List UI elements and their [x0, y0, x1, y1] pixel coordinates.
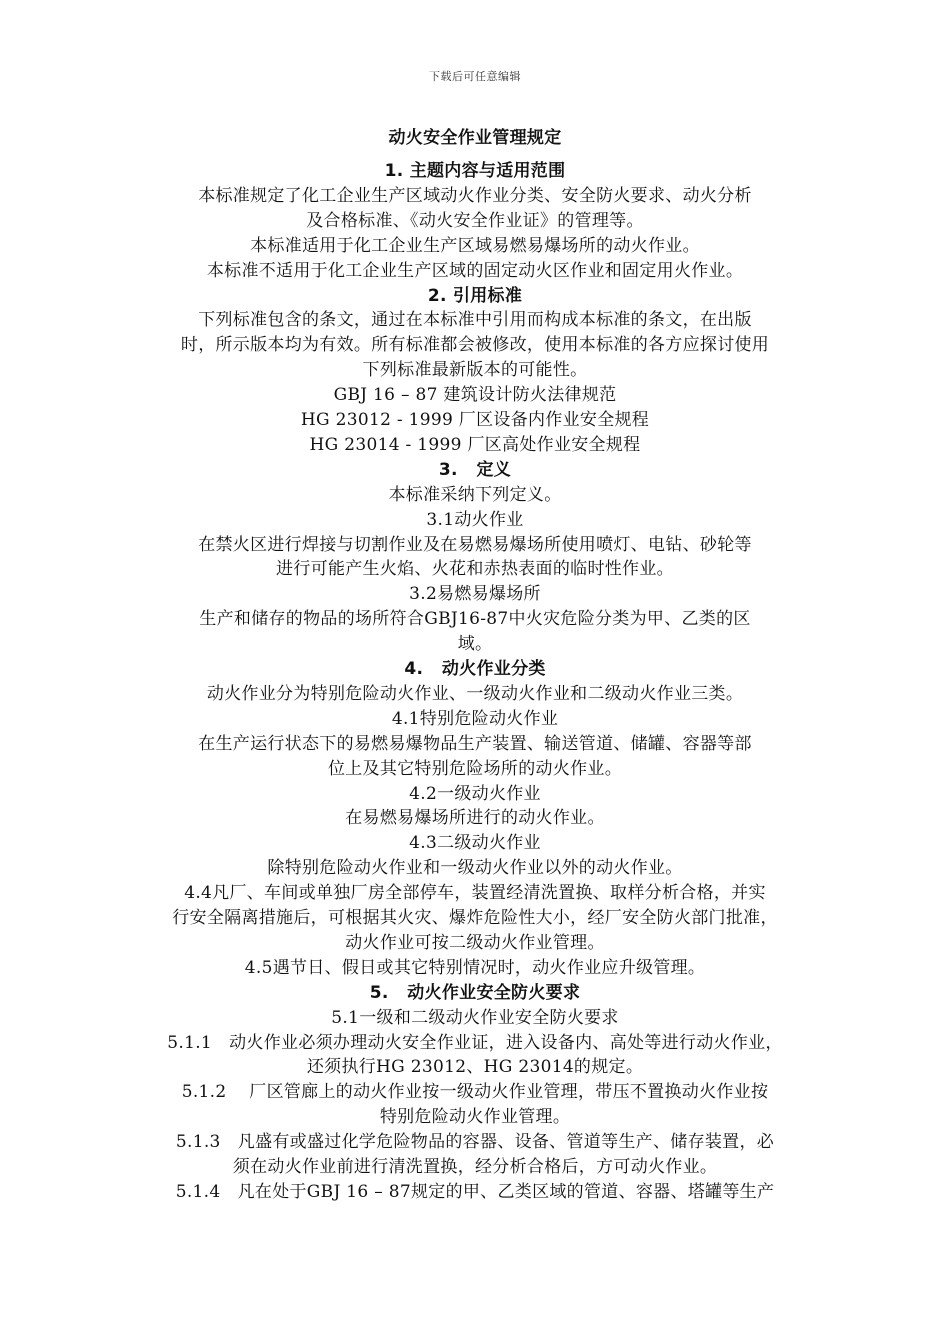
body-line: 下列标准包含的条文，通过在本标准中引用而构成本标准的条文，在出版 — [198, 310, 752, 330]
body-line: 5.1.1 动火作业必须办理动火安全作业证，进入设备内、高处等进行动火作业， — [167, 1033, 783, 1053]
section-heading: 2. 引用标准 — [427, 286, 523, 306]
body-line: 域。 — [457, 634, 493, 654]
section-heading: 1. 主题内容与适用范围 — [384, 161, 566, 181]
body-line: 须在动火作业前进行清洗置换，经分析合格后，方可动火作业。 — [232, 1157, 718, 1177]
section-heading: 5. 动火作业安全防火要求 — [369, 983, 581, 1003]
body-line: 除特别危险动火作业和一级动火作业以外的动火作业。 — [267, 858, 683, 878]
body-line: 特别危险动火作业管理。 — [379, 1107, 571, 1127]
body-line: 还须执行HG 23012、HG 23014的规定。 — [306, 1057, 644, 1077]
body-line: 4.4凡厂、车间或单独厂房全部停车，装置经清洗置换、取样分析合格，并实 — [184, 883, 766, 903]
body-line: 生产和储存的物品的场所符合GBJ16-87中火灾危险分类为甲、乙类的区 — [199, 609, 751, 629]
body-line: 及合格标准、《动火安全作业证》的管理等。 — [306, 211, 644, 231]
page-header: 下载后可任意编辑 — [429, 70, 521, 83]
body-line: 在易燃易爆场所进行的动火作业。 — [345, 808, 605, 828]
body-line: 动火作业分为特别危险动火作业、一级动火作业和二级动火作业三类。 — [206, 684, 744, 704]
body-line: 位上及其它特别危险场所的动火作业。 — [327, 759, 623, 779]
body-line: 5.1.3 凡盛有或盛过化学危险物品的容器、设备、管道等生产、储存装置，必 — [175, 1132, 775, 1152]
body-line: 动火作业可按二级动火作业管理。 — [345, 933, 605, 953]
body-line: 进行可能产生火焰、火花和赤热表面的临时性作业。 — [276, 559, 674, 579]
body-line: 本标准采纳下列定义。 — [388, 485, 562, 505]
body-line: 行安全隔离措施后，可根据其火灾、爆炸危险性大小，经厂安全防火部门批准， — [172, 908, 778, 928]
body-line: 在生产运行状态下的易燃易爆物品生产装置、输送管道、储罐、容器等部 — [198, 734, 752, 754]
body-line: 下列标准最新版本的可能性。 — [362, 360, 588, 380]
document-title: 动火安全作业管理规定 — [388, 128, 562, 148]
body-line: 4.3二级动火作业 — [409, 833, 541, 853]
body-line: 4.1特别危险动火作业 — [391, 709, 559, 729]
body-line: 3.2易燃易爆场所 — [409, 584, 541, 604]
body-line: 本标准不适用于化工企业生产区域的固定动火区作业和固定用火作业。 — [206, 261, 744, 281]
body-line: 时，所示版本均为有效。所有标准都会被修改，使用本标准的各方应探讨使用 — [180, 335, 770, 355]
body-line: 5.1.2 厂区管廊上的动火作业按一级动火作业管理，带压不置换动火作业按 — [181, 1082, 769, 1102]
body-line: 3.1动火作业 — [426, 510, 524, 530]
section-heading: 4. 动火作业分类 — [404, 659, 546, 679]
body-line: 在禁火区进行焊接与切割作业及在易燃易爆场所使用喷灯、电钻、砂轮等 — [198, 535, 752, 555]
body-line: 本标准规定了化工企业生产区域动火作业分类、安全防火要求、动火分析 — [198, 186, 752, 206]
body-line: 4.5遇节日、假日或其它特别情况时，动火作业应升级管理。 — [244, 958, 706, 978]
body-line: HG 23012 - 1999 厂区设备内作业安全规程 — [300, 410, 650, 430]
body-line: 本标准适用于化工企业生产区域易燃易爆场所的动火作业。 — [250, 236, 700, 256]
body-line: 5.1.4 凡在处于GBJ 16 – 87规定的甲、乙类区域的管道、容器、塔罐等生产 — [175, 1182, 775, 1202]
body-line: 4.2一级动火作业 — [409, 784, 541, 804]
body-line: 5.1一级和二级动火作业安全防火要求 — [331, 1008, 619, 1028]
body-line: HG 23014 - 1999 厂区高处作业安全规程 — [309, 435, 641, 455]
body-line: GBJ 16 – 87 建筑设计防火法律规范 — [333, 385, 617, 405]
section-heading: 3. 定义 — [438, 460, 512, 480]
